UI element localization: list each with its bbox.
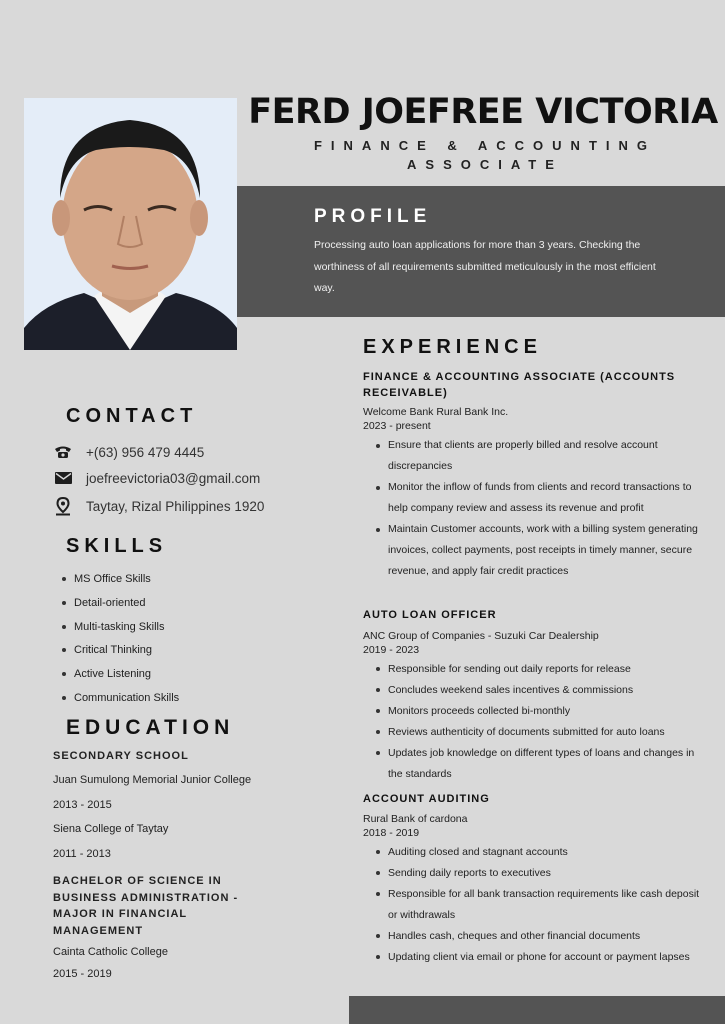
duty-item: Maintain Customer accounts, work with a billing system generating invoices, collect payments, post receipts in timely manner, secure revenue, and apply fair credit practices <box>376 519 708 582</box>
envelope-icon <box>53 469 73 487</box>
company-name: Rural Bank of cardona <box>363 812 468 825</box>
job-role: FINANCE & ACCOUNTING ASSOCIATE (ACCOUNTS RECEIVABLE) <box>363 371 676 399</box>
experience-item <box>363 370 708 582</box>
email-address[interactable]: joefreevictoria03@gmail.com <box>86 470 261 486</box>
phone-icon <box>53 443 73 461</box>
company-name: ANC Group of Companies - Suzuki Car Dealership <box>363 629 599 642</box>
contact-address <box>53 497 264 515</box>
profile-photo <box>24 98 237 350</box>
portrait-image <box>24 98 237 350</box>
school-years: 2011 - 2013 <box>53 848 111 860</box>
job-duties <box>376 659 708 785</box>
duty-item: Updating client via email or phone for account or payment lapses <box>376 947 708 968</box>
duty-item: Updates job knowledge on different types of loans and changes in the standards <box>376 743 708 785</box>
duty-item: Auditing closed and stagnant accounts <box>376 842 708 863</box>
duty-item: Ensure that clients are properly billed and resolve account discrepancies <box>376 435 708 477</box>
job-dates: 2023 - present <box>363 420 431 432</box>
school-years: 2015 - 2019 <box>53 968 112 980</box>
job-title: FINANCE & ACCOUNTING ASSOCIATE <box>313 138 656 172</box>
contact-heading: CONTACT <box>66 405 198 427</box>
experience-item <box>363 608 708 785</box>
duty-item: Responsible for sending out daily reports for release <box>376 659 708 680</box>
skill-item: Active Listening <box>62 665 179 689</box>
duty-item: Monitors proceeds collected bi-monthly <box>376 701 708 722</box>
job-role: ACCOUNT AUDITING <box>363 793 490 805</box>
job-dates: 2018 - 2019 <box>363 826 420 839</box>
location-pin-icon <box>53 497 73 515</box>
education-heading: EDUCATION <box>66 716 235 739</box>
profile-heading: PROFILE <box>314 206 432 227</box>
duty-item: Reviews authenticity of documents submitted for auto loans <box>376 722 708 743</box>
degree-heading: BACHELOR OF SCIENCE IN BUSINESS ADMINISTRATION - MAJOR IN FINANCIAL MANAGEMENT <box>53 875 239 937</box>
company-name: Welcome Bank Rural Bank Inc. <box>363 406 509 418</box>
skills-list <box>62 570 179 713</box>
phone-number[interactable]: +(63) 956 479 4445 <box>86 444 205 460</box>
duty-item: Sending daily reports to executives <box>376 863 708 884</box>
experience-item <box>363 792 708 968</box>
skill-item: Multi-tasking Skills <box>62 618 179 642</box>
duty-item: Monitor the inflow of funds from clients and record transactions to help company review and assess its revenue and profit <box>376 477 708 519</box>
skill-item: MS Office Skills <box>62 570 179 594</box>
duty-item: Responsible for all bank transaction requirements like cash deposit or withdrawals <box>376 884 708 926</box>
footer-bar <box>349 996 725 1024</box>
school-years: 2013 - 2015 <box>53 799 112 811</box>
job-duties <box>376 842 708 968</box>
school-name: Juan Sumulong Memorial Junior College <box>53 774 252 786</box>
skill-item: Detail-oriented <box>62 594 179 618</box>
contact-phone <box>53 443 204 461</box>
school-name: Siena College of Taytay <box>53 823 169 835</box>
profile-section <box>237 186 725 317</box>
profile-text: Processing auto loan applications for more than 3 years. Checking the worthiness of all requirements submitted meticulously in the most efficient way. <box>314 239 656 294</box>
experience-heading: EXPERIENCE <box>363 336 542 358</box>
job-dates: 2019 - 2023 <box>363 643 420 656</box>
secondary-school-heading: SECONDARY SCHOOL <box>53 750 189 762</box>
address-text: Taytay, Rizal Philippines 1920 <box>86 498 265 514</box>
job-role: AUTO LOAN OFFICER <box>363 609 497 621</box>
candidate-name: FERD JOEFREE VICTORIA <box>248 92 718 132</box>
duty-item: Handles cash, cheques and other financial documents <box>376 926 708 947</box>
skill-item: Communication Skills <box>62 689 179 713</box>
job-duties <box>376 435 708 582</box>
skill-item: Critical Thinking <box>62 641 179 665</box>
contact-email <box>53 469 260 487</box>
duty-item: Concludes weekend sales incentives & commissions <box>376 680 708 701</box>
school-name: Cainta Catholic College <box>53 946 168 958</box>
skills-heading: SKILLS <box>66 535 168 557</box>
